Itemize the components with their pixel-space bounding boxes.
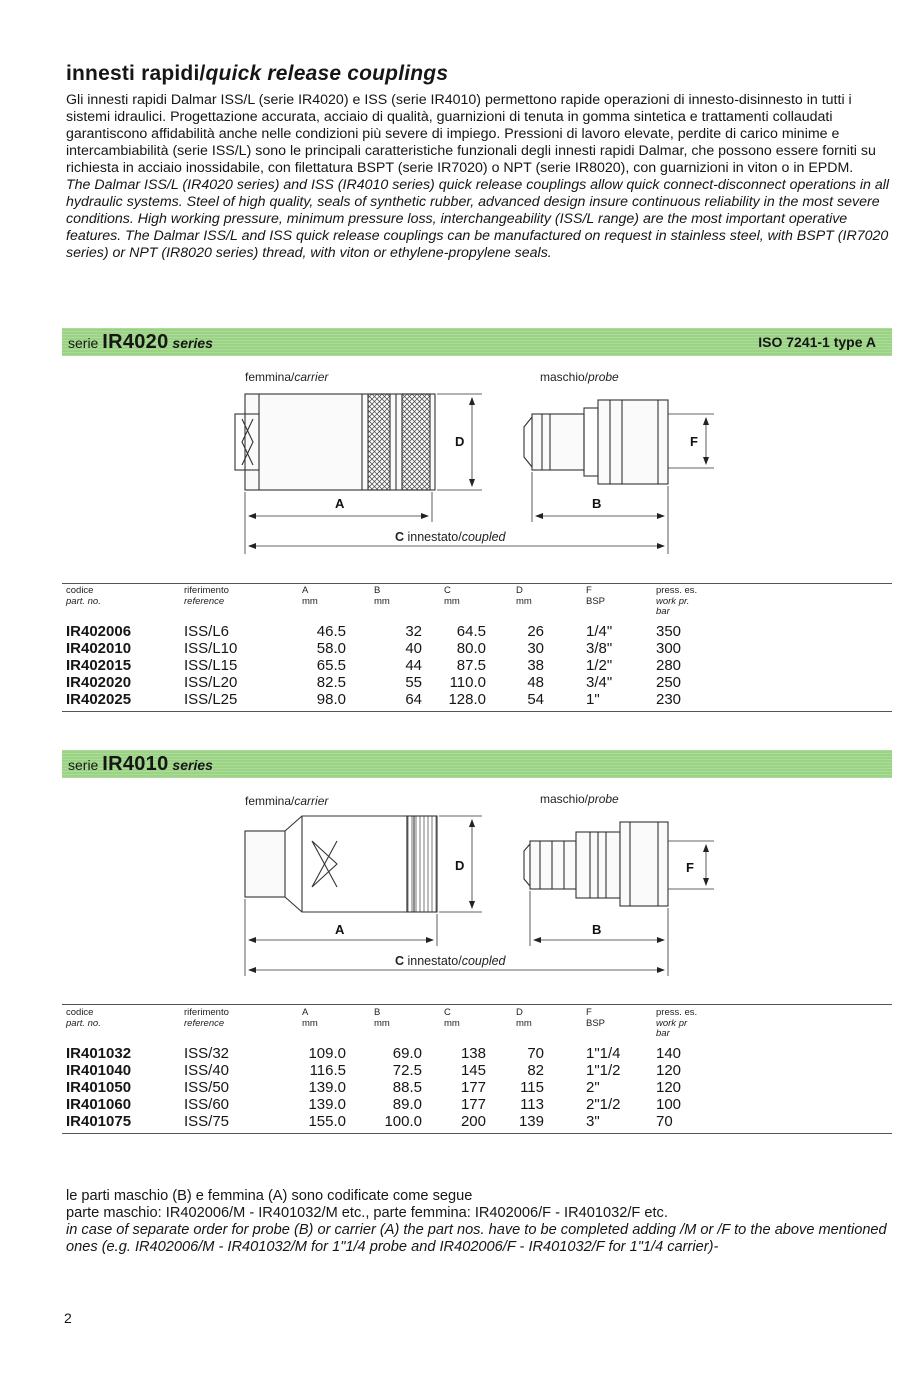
series-ir4020-title: serie IR4020 series <box>68 331 213 353</box>
cell-f: 1"1/4 <box>586 1045 621 1062</box>
cell-c: 80.0 <box>456 640 486 657</box>
cell-code: IR402015 <box>66 657 132 674</box>
cell-code: IR401040 <box>66 1062 132 1079</box>
table-row <box>66 1062 886 1079</box>
cell-d: 139 <box>518 1113 544 1130</box>
header-f: F BSP <box>586 1007 606 1029</box>
intro-english: The Dalmar ISS/L (IR4020 series) and ISS (IR4010 series) quick release couplings allow quick connect-disconnect operations in all hydraulic systems. Steel of high quality, seals of synthetic rubber, advanced design insure continuous reliability in the most severe conditions. High working pressure, minimum pressure loss, interchangeability (ISS/L range) are the most important operative features. The Dalmar ISS/L and ISS quick release couplings can be manufactured on request in stainless steel, with BSPT (IR7020 series) or NPT (IR8020 series) thread, with viton or ethylene-propylene seals. <box>66 177 890 261</box>
header-f: F BSP <box>586 585 606 607</box>
series-ir4020-code: IR4020 <box>102 331 169 353</box>
note-english: in case of separate order for probe (B) or carrier (A) the part nos. have to be completed adding /M or /F to the above mentioned ones (e.g. IR402006/M - IR401032/M for 1"1/4 probe and IR402006/F - IR401032/F for 1"1/4 carrier)- <box>66 1222 887 1255</box>
spec-table-ir4020 <box>66 586 886 712</box>
female-carrier-label: femmina/carrier <box>245 370 329 384</box>
header-d: D mm <box>516 1007 532 1029</box>
cell-f: 1" <box>586 691 600 708</box>
cell-a: 109.0 <box>308 1045 346 1062</box>
cell-c: 200 <box>460 1113 486 1130</box>
cell-p: 250 <box>656 674 682 691</box>
table-row <box>66 623 886 640</box>
cell-d: 82 <box>527 1062 544 1079</box>
table-row <box>66 674 886 691</box>
cell-a: 58.0 <box>316 640 346 657</box>
dimension-f-label: F <box>686 860 694 875</box>
cell-c: 64.5 <box>456 623 486 640</box>
cell-a: 116.5 <box>309 1062 346 1079</box>
cell-c: 128.0 <box>448 691 486 708</box>
header-reference: riferimento reference <box>184 585 229 607</box>
dimension-b-label: B <box>592 922 602 937</box>
cell-p: 350 <box>656 623 682 640</box>
cell-b: 55 <box>405 674 422 691</box>
cell-b: 88.5 <box>392 1079 422 1096</box>
cell-ref: ISS/L20 <box>184 674 238 691</box>
cell-f: 2" <box>586 1079 600 1096</box>
header-c: C mm <box>444 585 460 607</box>
cell-a: 139.0 <box>308 1096 346 1113</box>
table-row <box>66 1113 886 1130</box>
heading-english: quick release couplings <box>205 62 449 85</box>
table-bottom-rule <box>62 711 892 712</box>
cell-ref: ISS/32 <box>184 1045 230 1062</box>
cell-b: 69.0 <box>392 1045 422 1062</box>
cell-ref: ISS/60 <box>184 1096 230 1113</box>
cell-a: 65.5 <box>316 657 346 674</box>
cell-p: 120 <box>656 1079 682 1096</box>
cell-a: 155.0 <box>308 1113 346 1130</box>
cell-d: 26 <box>527 623 544 640</box>
cell-code: IR401032 <box>66 1045 132 1062</box>
page-number: 2 <box>64 1310 72 1326</box>
cell-d: 113 <box>520 1096 544 1113</box>
cell-code: IR401060 <box>66 1096 132 1113</box>
cell-code: IR402006 <box>66 623 132 640</box>
cell-c: 87.5 <box>456 657 486 674</box>
cell-f: 2"1/2 <box>586 1096 621 1113</box>
dimension-d-label: D <box>455 434 465 449</box>
series-ir4010-title: serie IR4010 series <box>68 753 213 775</box>
header-d: D mm <box>516 585 532 607</box>
dimension-f-label: F <box>690 434 698 449</box>
cell-b: 64 <box>405 691 422 708</box>
cell-a: 82.5 <box>316 674 346 691</box>
cell-b: 72.5 <box>392 1062 422 1079</box>
cell-f: 3/8" <box>586 640 613 657</box>
ordering-notes <box>66 1188 896 1256</box>
cell-a: 139.0 <box>308 1079 346 1096</box>
intro-italian: Gli innesti rapidi Dalmar ISS/L (serie IR4020) e ISS (serie IR4010) permettono rapide operazioni di innesto-disinnesto in tutti i sistemi idraulici. Progettazione accurata, acciaio di qualità, guarnizioni di tenuta in gomma sintetica e trattamenti collaudati garantiscono affidabilità anche nelle condizioni più severe di impiego. Pressioni di lavoro elevate, perdite di carico minime e intercambiabilità (serie ISS/L) sono le principali caratteristiche funzionali degli innesti rapidi Dalmar, che possono essere forniti su richiesta in acciaio inossidabile, con filettatura BSPT (serie IR7020) o NPT (serie IR8020), con guarnizioni in viton o in EPDM. <box>66 92 876 176</box>
header-b: B mm <box>374 1007 390 1029</box>
table-row <box>66 657 886 674</box>
cell-d: 70 <box>527 1045 544 1062</box>
cell-ref: ISS/50 <box>184 1079 230 1096</box>
cell-p: 70 <box>656 1113 673 1130</box>
cell-ref: ISS/L25 <box>184 691 238 708</box>
intro-text <box>66 92 896 262</box>
cell-c: 138 <box>460 1045 486 1062</box>
heading-italian: innesti rapidi/ <box>66 62 206 85</box>
cell-d: 48 <box>527 674 544 691</box>
cell-c: 177 <box>460 1079 486 1096</box>
cell-f: 1"1/2 <box>586 1062 621 1079</box>
cell-p: 280 <box>656 657 682 674</box>
cell-ref: ISS/L10 <box>184 640 238 657</box>
header-a: A mm <box>302 1007 318 1029</box>
dimension-a-label: A <box>335 496 345 511</box>
cell-code: IR401075 <box>66 1113 132 1130</box>
coupling-drawing-ir4020 <box>62 364 892 579</box>
cell-b: 40 <box>405 640 422 657</box>
cell-c: 145 <box>460 1062 486 1079</box>
cell-d: 115 <box>520 1079 544 1096</box>
table-row <box>66 640 886 657</box>
spec-table-ir4010 <box>66 1008 886 1134</box>
table-row <box>66 1096 886 1113</box>
cell-p: 300 <box>656 640 682 657</box>
table-row <box>66 1079 886 1096</box>
male-probe-label: maschio/probe <box>540 792 619 806</box>
cell-code: IR402025 <box>66 691 132 708</box>
cell-b: 44 <box>405 657 422 674</box>
series-ir4010-drawing <box>62 786 892 1001</box>
header-b: B mm <box>374 585 390 607</box>
cell-a: 98.0 <box>316 691 346 708</box>
cell-p: 230 <box>656 691 682 708</box>
series-ir4020-band <box>62 328 892 356</box>
cell-d: 54 <box>527 691 544 708</box>
header-code: codice part. no. <box>66 1007 101 1029</box>
cell-c: 110.0 <box>449 674 486 691</box>
male-probe-label: maschio/probe <box>540 370 619 384</box>
female-carrier-label: femmina/carrier <box>245 794 329 808</box>
cell-b: 32 <box>405 623 422 640</box>
header-pressure: press. es. work pr. bar <box>656 585 698 617</box>
cell-p: 120 <box>656 1062 682 1079</box>
cell-code: IR402020 <box>66 674 132 691</box>
table-bottom-rule <box>62 1133 892 1134</box>
header-a: A mm <box>302 585 318 607</box>
series-ir4020-drawing <box>62 364 892 579</box>
series-ir4010-band <box>62 750 892 778</box>
cell-f: 3/4" <box>586 674 613 691</box>
dimension-c-label: C innestato/coupled <box>395 530 506 544</box>
table-row <box>66 691 886 708</box>
table-top-rule <box>62 583 892 584</box>
note-line-1: le parti maschio (B) e femmina (A) sono codificate come segue <box>66 1188 473 1204</box>
cell-p: 140 <box>656 1045 682 1062</box>
cell-c: 177 <box>460 1096 486 1113</box>
page-heading <box>66 62 448 86</box>
iso-standard-label: ISO 7241-1 type A <box>758 334 876 350</box>
cell-f: 1/2" <box>586 657 613 674</box>
series-ir4010-code: IR4010 <box>102 753 169 775</box>
note-line-2: parte maschio: IR402006/M - IR401032/M etc., parte femmina: IR402006/F - IR401032/F etc. <box>66 1205 668 1221</box>
cell-ref: ISS/L15 <box>184 657 238 674</box>
header-pressure: press. es. work pr bar <box>656 1007 698 1039</box>
dimension-d-label: D <box>455 858 465 873</box>
cell-p: 100 <box>656 1096 682 1113</box>
cell-code: IR401050 <box>66 1079 132 1096</box>
cell-code: IR402010 <box>66 640 132 657</box>
cell-b: 100.0 <box>384 1113 422 1130</box>
cell-b: 89.0 <box>392 1096 422 1113</box>
dimension-a-label: A <box>335 922 345 937</box>
header-reference: riferimento reference <box>184 1007 229 1029</box>
dimension-c-label: C innestato/coupled <box>395 954 506 968</box>
cell-f: 1/4" <box>586 623 613 640</box>
cell-ref: ISS/40 <box>184 1062 230 1079</box>
cell-ref: ISS/75 <box>184 1113 230 1130</box>
header-code: codice part. no. <box>66 585 101 607</box>
cell-d: 30 <box>527 640 544 657</box>
cell-ref: ISS/L6 <box>184 623 230 640</box>
header-c: C mm <box>444 1007 460 1029</box>
table-top-rule <box>62 1004 892 1005</box>
table-row <box>66 1045 886 1062</box>
coupling-drawing-ir4010 <box>62 786 892 1001</box>
dimension-b-label: B <box>592 496 602 511</box>
cell-f: 3" <box>586 1113 600 1130</box>
cell-d: 38 <box>527 657 544 674</box>
cell-a: 46.5 <box>316 623 346 640</box>
